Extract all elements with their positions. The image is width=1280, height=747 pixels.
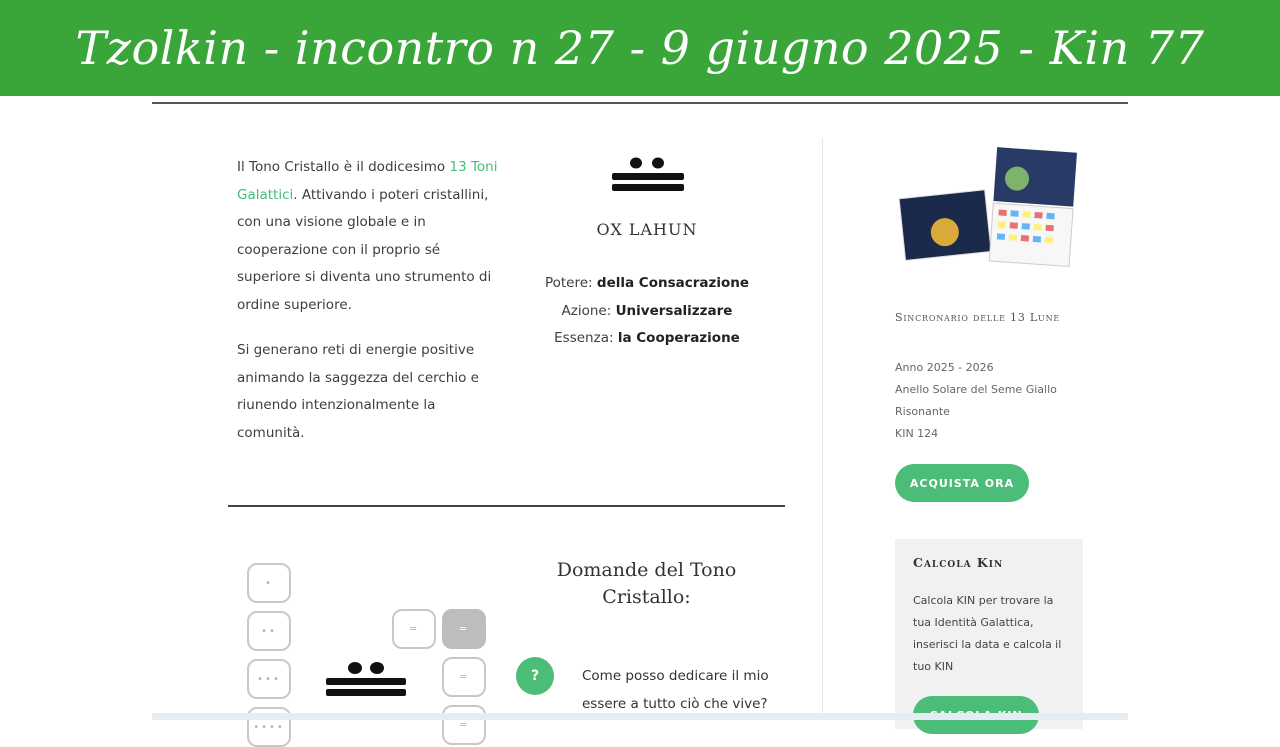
top-divider xyxy=(152,102,1128,104)
sidebar-line-ring: Anello Solare del Seme Giallo xyxy=(895,383,1057,396)
question-icon: ? xyxy=(516,657,554,695)
tone-12-bar-dot-icon xyxy=(610,156,686,196)
tone-azione: Azione: Universalizzare xyxy=(561,302,733,319)
intro-text xyxy=(237,154,507,465)
tone-properties xyxy=(532,270,762,353)
calcola-kin-widget xyxy=(895,539,1083,729)
tone-12-dice-icon: ═ xyxy=(442,609,486,649)
tone-1-dice-icon: • xyxy=(247,563,291,603)
tone-11-dice-icon: ═ xyxy=(392,609,436,649)
tone-essenza: Essenza: la Cooperazione xyxy=(554,330,740,346)
widget-title: Calcola Kin xyxy=(913,555,1004,570)
tone-4-dice-icon: •••• xyxy=(247,707,291,747)
video-title-banner xyxy=(0,0,1280,96)
sidebar-info xyxy=(895,357,1095,445)
sidebar-heading: Sincronario delle 13 Lune xyxy=(895,311,1061,324)
toni-galattici-link[interactable]: 13 Toni Galattici xyxy=(237,159,498,203)
web-page xyxy=(152,96,1128,733)
question-1: Come posso dedicare il mio essere a tutto ciò che vive? xyxy=(582,668,769,712)
tone-2-dice-icon: •• xyxy=(247,611,291,651)
sidebar-line-kin: KIN 124 xyxy=(895,427,939,440)
calendar-product-image[interactable] xyxy=(896,144,1082,270)
questions-title: Domande del Tono Cristallo: xyxy=(556,559,737,608)
sidebar-divider xyxy=(822,138,823,720)
intro-paragraph-1: Il Tono Cristallo è il dodicesimo 13 Toni Galattici. Attivando i poteri cristallini, con una visione globale e in cooperazione con il proprio sé superiore si diventa uno strumento di ordine superiore. xyxy=(237,159,498,313)
tone-12-large-icon xyxy=(324,661,408,701)
tone-10-dice-icon: ═ xyxy=(442,657,486,697)
tone-name: OX LAHUN xyxy=(596,220,698,239)
sidebar-line-year: Anno 2025 - 2026 xyxy=(895,361,994,374)
intro-paragraph-2: Si generano reti di energie positive animando la saggezza del cerchio e riunendo intenzionalmente la comunità. xyxy=(237,342,479,441)
tone-9-dice-icon: ═ xyxy=(442,705,486,745)
tone-3-dice-icon: ••• xyxy=(247,659,291,699)
section-divider xyxy=(228,505,785,507)
tone-potere: Potere: della Consacrazione xyxy=(544,275,750,291)
sidebar-line-tone: Risonante xyxy=(895,405,950,418)
banner-title: Tzolkin - incontro n 27 - 9 giugno 2025 - Kin 77 xyxy=(75,21,1205,75)
bottom-scroll-strip xyxy=(152,713,1128,720)
widget-text: Calcola KIN per trovare la tua Identità Galattica, inserisci la data e calcola il tuo KIN xyxy=(913,594,1062,673)
buy-now-button[interactable]: ACQUISTA ORA xyxy=(895,464,1029,502)
